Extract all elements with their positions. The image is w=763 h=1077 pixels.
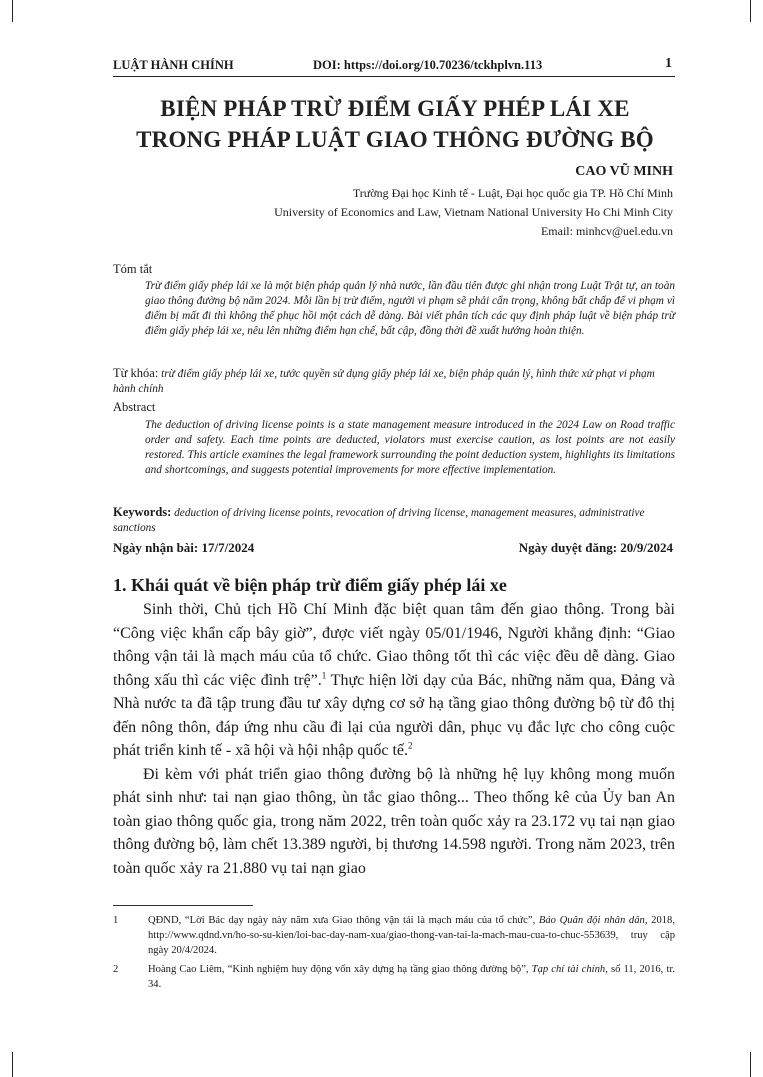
author-affiliation-vi: Trường Đại học Kinh tế - Luật, Đại học quốc gia TP. Hồ Chí Minh [352,186,673,200]
header-rule [113,76,675,77]
keywords-vi-text: trừ điểm giấy phép lái xe, tước quyền sử dụng giấy phép lái xe, biện pháp quản lý, hình thức xử phạt vi phạm hành chính [113,368,655,395]
article-title-line2: TRONG PHÁP LUẬT GIAO THÔNG ĐƯỜNG BỘ [136,127,654,152]
keywords-vi [113,366,675,397]
crop-mark-top-left [12,0,13,22]
section-1-heading: 1. Khái quát về biện pháp trừ điểm giấy phép lái xe [113,575,507,595]
footnote-text-a: QĐND, “Lời Bác dạy ngày này năm xưa Giao thông vận tải là mạch máu của tổ chức”, [148,915,539,926]
abstract-en-label: Abstract [113,400,156,414]
footnote-ref-2[interactable]: 2 [408,740,413,751]
abstract-vi-label: Tóm tắt [113,262,153,276]
footnote-1 [113,913,675,958]
abstract-vi-text: Trừ điểm giấy phép lái xe là một biện pháp quản lý nhà nước, lần đầu tiên được ghi nhận trong Luật Trật tự, an toàn giao thông đường bộ năm 2024. Mỗi lần bị trừ điểm, người vi phạm sẽ phải cẩn trọng, không bất chấp để vi phạm vì điểm bị mất đi thì không thể phục hồi một cách dễ dàng. Bài viết phân tích các quy định pháp luật về biện pháp trừ điểm giấy phép lái xe, nêu lên những điểm hạn chế, bất cập, đồng thời đề xuất hướng hoàn thiện. [145,280,675,337]
footnote-text-b: , 2018, http://www.qdnd.vn/ho-so-su-kien/loi-bac-day-nam-xua/giao-thong-van-tai-la-mach-mau-cua-to-chuc-553639, truy cập ngày 20/4/2024. [148,915,675,956]
page-number: 1 [665,56,672,71]
footnote-source: Tạp chí tài chính [531,964,606,975]
footnote-text [148,962,675,992]
abstract-en-text: The deduction of driving license points is a state management measure introduced in the 2024 Law on Road traffic order and safety. Each time points are deducted, violators must exercise caution, as lost points are not easily restored. This article examines the legal framework surrounding the point deduction system, highlights its limitations and shortcomings, and suggests potential improvements for more effective implementation. [145,419,675,476]
article-title-line1: BIỆN PHÁP TRỪ ĐIỂM GIẤY PHÉP LÁI XE [160,96,630,121]
keywords-vi-label: Từ khóa: [113,366,159,380]
footnote-ref-1[interactable]: 1 [321,670,327,681]
footnote-2 [113,962,675,992]
accepted-date: Ngày duyệt đăng: 20/9/2024 [518,540,673,555]
journal-section: LUẬT HÀNH CHÍNH [113,58,234,72]
footnote-text [148,913,675,958]
paragraph-1 [113,598,675,763]
footnote-number: 1 [113,915,119,926]
keywords-en [113,505,675,536]
footnote-source: Báo Quân đội nhân dân [538,915,645,926]
received-date: Ngày nhận bài: 17/7/2024 [113,540,255,555]
paragraph-1-text-b: Thực hiện lời dạy của Bác, những năm qua, Đảng và Nhà nước ta đã tập trung đầu tư xây dựng cơ sở hạ tầng giao thông đường bộ từ đô thị đến nông thôn, đáp ứng nhu cầu đi lại của người dân, phục vụ đắc lực cho công cuộc phát triển kinh tế - xã hội và hội nhập quốc tế. [113,671,676,759]
crop-mark-bottom-right [750,1052,751,1077]
crop-mark-top-right [750,0,751,22]
section-1-body [113,598,675,880]
paragraph-1-text-a: Sinh thời, Chủ tịch Hồ Chí Minh đặc biệt quan tâm đến giao thông. Trong bài “Công việc khẩn cấp bây giờ”, được viết ngày 05/01/1946, Người khẳng định: “Giao thông vận tải là mạch máu của tổ chức. Giao thông tốt thì các việc đều dễ dàng. Giao thông xấu thì các việc đình trệ”. [113,601,675,689]
footnote-text-a: Hoàng Cao Liêm, “Kinh nghiệm huy động vốn xây dựng hạ tầng giao thông đường bộ”, [148,964,532,975]
paragraph-2: Đi kèm với phát triển giao thông đường bộ là những hệ lụy không mong muốn phát sinh như: tai nạn giao thông, ùn tắc giao thông... Theo thống kê của Ủy ban An toàn giao thông quốc gia, trong năm 2022, trên toàn quốc xảy ra 23.172 vụ tai nạn giao thông đường bộ, làm chết 13.389 người, bị thương 14.598 người. Trong năm 2023, trên toàn quốc xảy ra 21.880 vụ tai nạn giao [113,765,675,877]
footnote-rule [113,905,253,906]
footnote-number: 2 [113,964,119,975]
doi-link[interactable]: DOI: https://doi.org/10.70236/tckhplvn.113 [313,58,543,72]
author-email[interactable]: Email: minhcv@uel.edu.vn [540,224,673,238]
keywords-en-label: Keywords: [113,505,172,519]
author-affiliation-en: University of Economics and Law, Vietnam National University Ho Chi Minh City [274,205,673,219]
keywords-en-text: deduction of driving license points, revocation of driving license, management measures, administrative sanctions [113,507,645,534]
author-name: CAO VŨ MINH [575,164,673,179]
crop-mark-bottom-left [12,1052,13,1077]
footnote-text-b: , số 11, 2016, tr. 34. [148,964,675,990]
